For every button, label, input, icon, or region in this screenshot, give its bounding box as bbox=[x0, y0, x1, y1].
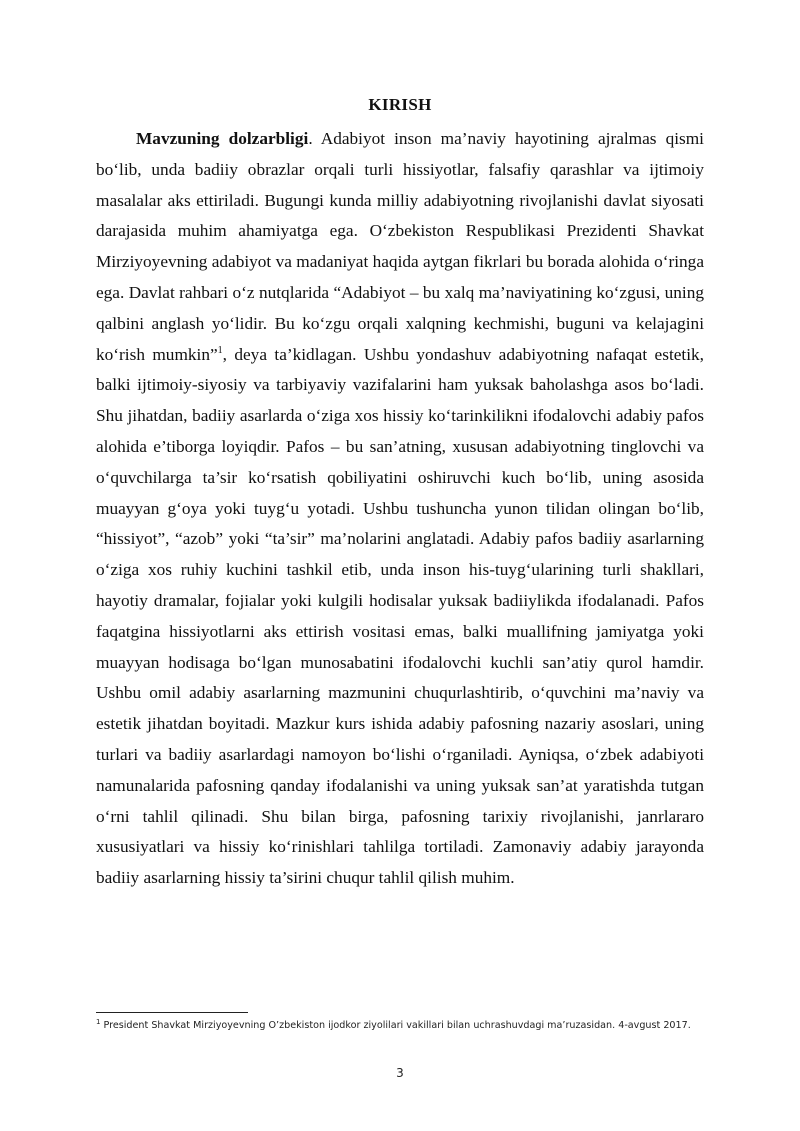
footnote-text: President Shavkat Mirziyoyevning O’zbekiston ijodkor ziyolilari vakillari bilan uchrashuvdagi ma’ruzasidan. 4-avgust 2017. bbox=[100, 1020, 691, 1031]
footnote bbox=[96, 1019, 716, 1033]
paragraph-text-part-2: , deya ta’kidlagan. Ushbu yondashuv adabiyotning nafaqat estetik, balki ijtimoiy-siyosiy va tarbiyaviy vazifalarini ham yuksak baholashga asos bo‘ladi. Shu jihatdan, badiiy asarlarda o‘ziga xos hissiy ko‘tarinkilikni ifodalovchi adabiy pafos alohida e’tiborga loyiqdir. Pafos – bu san’atning, xususan adabiyotning tinglovchi va o‘quvchilarga ta’sir ko‘rsatish qobiliyatini oshiruvchi kuch bo‘lib, uning asosida muayyan g‘oya yoki tuyg‘u yotadi. Ushbu tushuncha yunon tilidan olingan bo‘lib, “hissiyot”, “azob” yoki “ta’sir” ma’nolarini anglatadi. Adabiy pafos badiiy asarlarning o‘ziga xos ruhiy kuchini tashkil etib, unda inson his-tuyg‘ularining turli shakllari, hayotiy dramalar, fojialar yoki kulgili hodisalar yuksak badiiylikda ifodalanadi. Pafos faqatgina hissiyotlarni aks ettirish vositasi emas, balki muallifning jamiyatga yoki muayyan hodisaga bo‘lgan munosabatini ifodalovchi kuchli san’atiy qurol hamdir. Ushbu omil adabiy asarlarning mazmunini chuqurlashtirib, o‘quvchini ma’naviy va estetik jihatdan boyitadi. Mazkur kurs ishida adabiy pafosning nazariy asoslari, uning turlari va badiiy asarlardagi namoyon bo‘lishi o‘rganiladi. Ayniqsa, o‘zbek adabiyoti namunalarida pafosning qanday ifodalanishi va uning yuksak san’at yaratishda tutgan o‘rni tahlil qilinadi. Shu bilan birga, pafosning tarixiy rivojlanishi, janrlararo xususiyatlari va hissiy ko‘rinishlari tahlilga tortiladi. Zamonaviy adabiy jarayonda badiiy asarlarning hissiy ta’sirini chuqur tahlil qilish muhim. bbox=[96, 344, 704, 888]
body-paragraph bbox=[96, 124, 704, 894]
lead-bold-text: Mavzuning dolzarbligi bbox=[136, 129, 309, 148]
footnote-separator bbox=[96, 1012, 248, 1013]
footnote-number: 1 bbox=[96, 1017, 101, 1026]
section-heading: KIRISH bbox=[368, 95, 432, 114]
footnote-reference[interactable]: 1 bbox=[217, 344, 223, 356]
paragraph-text-part-1: . Adabiyot inson ma’naviy hayotining ajralmas qismi bo‘lib, unda badiiy obrazlar orqali turli hissiyotlar, falsafiy qarashlar va ijtimoiy masalalar aks ettiriladi. Bugungi kunda milliy adabiyotning rivojlanishi davlat siyosati darajasida muhim ahamiyatga ega. O‘zbekiston Respublikasi Prezidenti Shavkat Mirziyoyevning adabiyot va madaniyat haqida aytgan fikrlari bu borada alohida o‘ringa ega. Davlat rahbari o‘z nutqlarida “Adabiyot – bu xalq ma’naviyatining ko‘zgusi, uning qalbini anglash yo‘lidir. Bu ko‘zgu orqali xalqning kechmishi, buguni va kelajagini ko‘rish mumkin” bbox=[96, 129, 704, 364]
page-number: 3 bbox=[396, 1066, 404, 1080]
